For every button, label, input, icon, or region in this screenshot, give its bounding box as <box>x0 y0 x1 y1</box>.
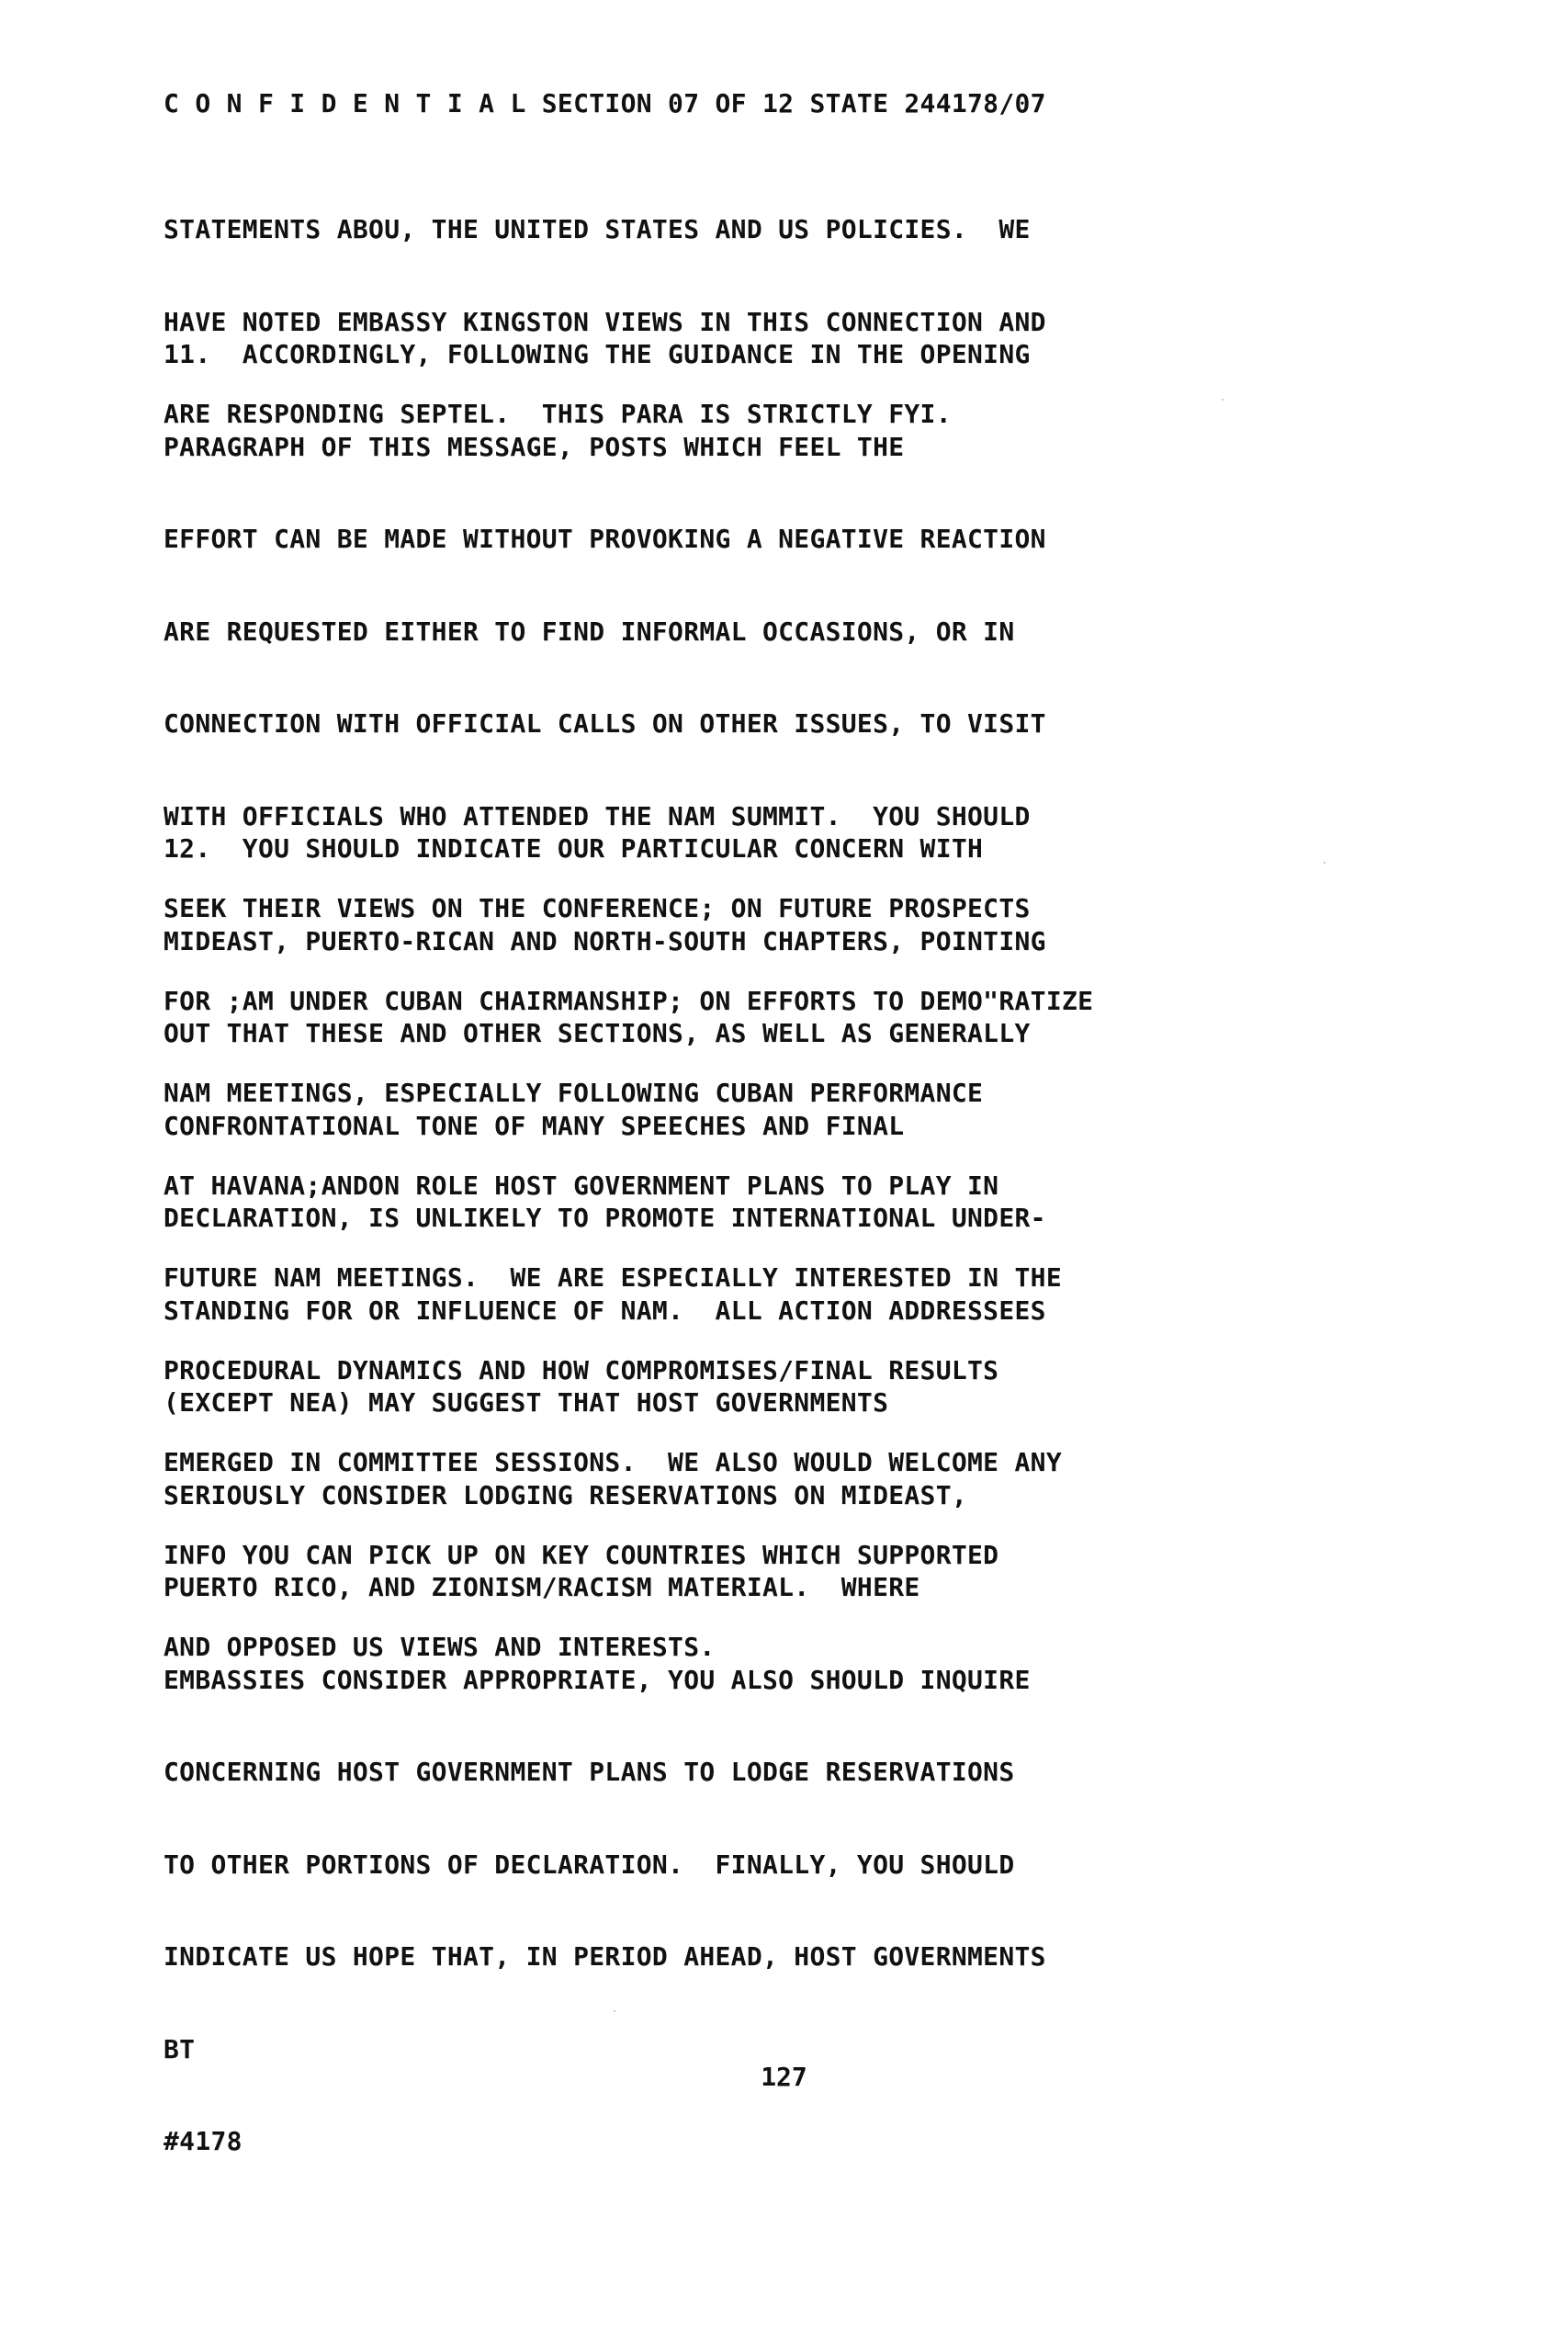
text-line: STANDING FOR OR INFLUENCE OF NAM. ALL ACTION ADDRESSEES <box>164 1295 1046 1326</box>
text-line: AND OPPOSED US VIEWS AND INTERESTS. <box>164 1632 716 1662</box>
text-line: EFFORT CAN BE MADE WITHOUT PROVOKING A NEGATIVE REACTION <box>164 524 1046 554</box>
text-line: #4178 <box>164 2126 243 2156</box>
text-line: 11. ACCORDINGLY, FOLLOWING THE GUIDANCE IN THE OPENING <box>164 339 1031 369</box>
text-line: FOR ;AM UNDER CUBAN CHAIRMANSHIP; ON EFFORTS TO DEMO"RATIZE <box>164 985 1094 1016</box>
scan-speck <box>614 2010 615 2012</box>
scan-speck <box>1222 399 1224 401</box>
text-line: WITH OFFICIALS WHO ATTENDED THE NAM SUMMIT. YOU SHOULD <box>164 800 1031 831</box>
text-line: SEEK THEIR VIEWS ON THE CONFERENCE; ON FUTURE PROSPECTS <box>164 893 1031 923</box>
text-line: ARE REQUESTED EITHER TO FIND INFORMAL OCCASIONS, OR IN <box>164 616 1015 647</box>
text-line: BT <box>164 2033 196 2064</box>
page-number: 127 <box>761 2062 807 2092</box>
text-line: CONCERNING HOST GOVERNMENT PLANS TO LODGE RESERVATIONS <box>164 1757 1015 1787</box>
text-line: STATEMENTS ABOU, THE UNITED STATES AND US POLICIES. WE <box>164 214 1031 244</box>
text-line: AT HAVANA;ANDON ROLE HOST GOVERNMENT PLANS TO PLAY IN <box>164 1170 999 1201</box>
text-line: EMERGED IN COMMITTEE SESSIONS. WE ALSO WOULD WELCOME ANY <box>164 1447 1062 1477</box>
text-line: INFO YOU CAN PICK UP ON KEY COUNTRIES WHICH SUPPORTED <box>164 1539 999 1570</box>
text-line: CONNECTION WITH OFFICIAL CALLS ON OTHER ISSUES, TO VISIT <box>164 708 1046 739</box>
text-line: DECLARATION, IS UNLIKELY TO PROMOTE INTERNATIONAL UNDER- <box>164 1203 1046 1233</box>
text-line: ARE RESPONDING SEPTEL. THIS PARA IS STRICTLY FYI. <box>164 399 952 429</box>
paragraph-12 <box>164 772 1046 2219</box>
text-line: NAM MEETINGS, ESPECIALLY FOLLOWING CUBAN PERFORMANCE <box>164 1078 984 1108</box>
text-line: EMBASSIES CONSIDER APPROPRIATE, YOU ALSO SHOULD INQUIRE <box>164 1664 1031 1695</box>
text-line: (EXCEPT NEA) MAY SUGGEST THAT HOST GOVERNMENTS <box>164 1387 889 1418</box>
text-line: INDICATE US HOPE THAT, IN PERIOD AHEAD, HOST GOVERNMENTS <box>164 1941 1046 1972</box>
text-line: PROCEDURAL DYNAMICS AND HOW COMPROMISES/FINAL RESULTS <box>164 1354 999 1385</box>
text-line: PARAGRAPH OF THIS MESSAGE, POSTS WHICH FEEL THE <box>164 431 905 462</box>
text-line: MIDEAST, PUERTO-RICAN AND NORTH-SOUTH CHAPTERS, POINTING <box>164 925 1046 956</box>
text-line: HAVE NOTED EMBASSY KINGSTON VIEWS IN THIS CONNECTION AND <box>164 306 1046 337</box>
text-line: CONFRONTATIONAL TONE OF MANY SPEECHES AND FINAL <box>164 1110 905 1141</box>
text-line: 12. YOU SHOULD INDICATE OUR PARTICULAR CONCERN WITH <box>164 833 984 864</box>
text-line: PUERTO RICO, AND ZIONISM/RACISM MATERIAL. WHERE <box>164 1572 920 1602</box>
classification-header: C O N F I D E N T I A L SECTION 07 OF 12 STATE 244178/07 <box>164 88 1046 119</box>
text-line: TO OTHER PORTIONS OF DECLARATION. FINALLY, YOU SHOULD <box>164 1849 1015 1880</box>
text-line: OUT THAT THESE AND OTHER SECTIONS, AS WELL AS GENERALLY <box>164 1018 1031 1048</box>
text-line: SERIOUSLY CONSIDER LODGING RESERVATIONS ON MIDEAST, <box>164 1479 968 1510</box>
text-line: FUTURE NAM MEETINGS. WE ARE ESPECIALLY INTERESTED IN THE <box>164 1262 1062 1293</box>
scan-speck <box>1324 862 1325 864</box>
